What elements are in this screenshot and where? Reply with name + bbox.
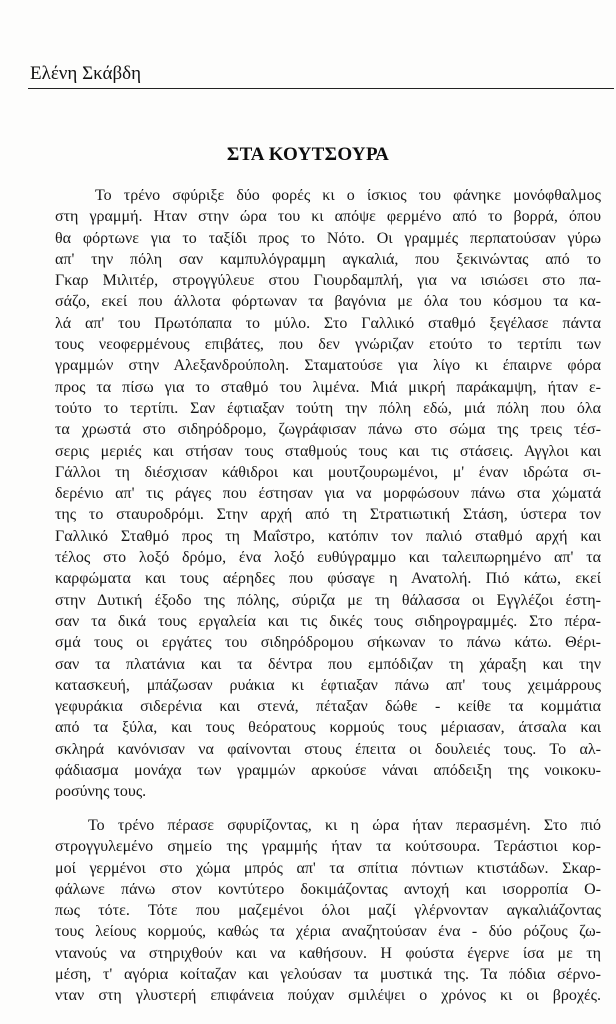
text-line: μέση, τ' αγόρια κοίταζαν και γελούσαν τα μυστικά της. Τα πόδια σέρνο- xyxy=(55,966,601,984)
text-line: σάζο, εκεί που άλλοτα φόρτωναν τα βαγόνια με όλα του κόσμου τα κα- xyxy=(55,293,601,311)
text-line: Το τρένο σφύριξε δύο φορές κι ο ίσκιος του φάνηκε μονόφθαλμος xyxy=(95,187,601,204)
text-line: λά απ' του Πρωτόπαπα το μύλο. Στο Γαλλικό σταθμό ξεγέλασε πάντα xyxy=(55,314,601,332)
text-line: μοί γερμένοι στο χώμα μπρός απ' τα σπίτια πόντιων κτιστάδων. Σκαρ- xyxy=(55,859,601,877)
text-line: φάδιασμα μονάχα των γραμμών αρκούσε νάναι απόδειξη της νοικοκυ- xyxy=(55,762,601,780)
text-line: ντανούς να στηριχθούν και να καθήσουν. Η φούστα έγερνε ίσα με τη xyxy=(55,944,601,962)
text-line: θα φόρτωνε για το ταξίδι προς το Νότο. Οι γραμμές περπατούσαν γύρω xyxy=(55,229,601,247)
text-line: σαν τα δικά τους εργαλεία και τις δικές τους σιδηρογραμμές. Στο πέρα- xyxy=(55,612,601,630)
text-line: τούτο το τερτίπι. Σαν έφτιαξαν τούτη την πόλη εδώ, μιά πόλη που όλα xyxy=(55,399,601,417)
text-line: σκληρά κανόνισαν να φαίνονται στους έπειτα οι δουλειές τους. Το αλ- xyxy=(55,740,601,758)
text-line: σερις μεριές και στήσαν τους σταθμούς τους και τις στάσεις. Αγγλοι και xyxy=(55,442,601,460)
text-line: της το σταυροδρόμι. Στην αρχή από τη Στρατιωτική Στάση, ύστερα τον xyxy=(55,506,601,524)
text-line: τους λείους κορμούς, καθώς τα χέρια αναζητούσαν ένα - δύο ρόζους ζω- xyxy=(55,923,601,941)
text-line: Γκαρ Μιλιτέρ, στρογγύλευε στου Γιουρδαμπλή, για να ισιώσει στο πα- xyxy=(55,272,601,290)
text-line: καρφώματα και τους αέρηδες που φύσαγε η Ανατολή. Πιό κάτω, εκεί xyxy=(55,570,601,588)
text-line: νταν στη γλυστερή επιφάνεια πούχαν σμιλέψει ο χρόνος κι οι βροχές. xyxy=(55,987,601,1005)
text-line: δερένιο απ' τις ράγες που έστησαν για να μορφώσουν πάνω στα χώματά xyxy=(55,485,601,503)
text-line: κατασκευή, μπάζωσαν ρυάκια κι έφτιαξαν πάνω απ' τους χειμάρρους xyxy=(55,676,601,694)
text-line: από τα ξύλα, και τους θεόρατους κορμούς τους μέριασαν, άτσαλα και xyxy=(55,719,601,737)
text-line: στρογγυλεμένο σημείο της γραμμής ήταν τα κούτσουρα. Τεράστιοι κορ- xyxy=(55,838,601,856)
text-line: τους νεοφερμένους επιβάτες, που δεν γνώριζαν ετούτο το τερτίπι των xyxy=(55,336,601,354)
running-header-author: Ελένη Σκάβδη xyxy=(30,63,142,84)
paragraph xyxy=(55,185,601,803)
text-line: τέλος στο λοξό δρόμο, ένα λοξό ευθύγραμμο και ταλειπωρημένο απ' τα xyxy=(55,549,601,567)
text-line: γραμμών στην Αλεξανδρούπολη. Σταματούσε για λίγο κι έπαιρνε φόρα xyxy=(55,357,601,375)
text-line: προς τα πίσω για το σταθμό του λιμένα. Μιά μικρή παράκαμψη, ήταν ε- xyxy=(55,378,601,396)
text-line: φάλωνε πάνω στον κοντύτερο δοκιμάζοντας αντοχή και ισορροπία Ο- xyxy=(55,880,601,898)
header-rule xyxy=(28,88,614,89)
text-line: σμά τους οι εργάτες του σιδηρόδρομου σήκωναν το πάνω κάτω. Θέρι- xyxy=(55,634,601,652)
text-line: στην Δυτική έξοδο της πόλης, σύριζα με τη θάλασσα οι Εγγλέζοι έστη- xyxy=(55,591,601,609)
text-line: στη γραμμή. Ηταν στην ώρα του κι απόψε φερμένο από το βορρά, όπου xyxy=(55,208,601,226)
text-line: ροσύνης τους. xyxy=(55,783,147,801)
text-line: Το τρένο πέρασε σφυρίζοντας, κι η ώρα ήταν περασμένη. Στο πιό xyxy=(88,817,601,834)
text-line: γεφυράκια σιδερένια και στενά, πέταξαν δώθε - κείθε τα κομμάτια xyxy=(55,698,601,716)
paragraph xyxy=(55,815,601,1007)
text-line: απ' την πόλη σαν καμπυλόγραμμη αγκαλιά, που ξεκινώντας από το xyxy=(55,250,601,268)
text-line: τα χρωστά στο σιδηρόδρομο, ζωγράφισαν πάνω στο σώμα της τρεις τέσ- xyxy=(55,421,601,439)
text-line: Γαλλικό Σταθμό προς τη Μαΐστρο, κατόπιν τον παλιό σταθμό αρχή και xyxy=(55,527,601,545)
text-line: πως τότε. Τότε που μαζεμένοι όλοι μαζί γλέρνονταν αγκαλιάζοντας xyxy=(55,902,601,920)
text-line: Γάλλοι τη διέσχισαν κάθιδροι και μουτζουρωμένοι, μ' έναν ιδρώτα σι- xyxy=(55,463,601,481)
text-line: σαν τα πλατάνια και τα δέντρα που εμπόδιζαν τη χάραξη και την xyxy=(55,655,601,673)
chapter-title: ΣΤΑ ΚΟΥΤΣΟΥΡΑ xyxy=(226,144,390,165)
